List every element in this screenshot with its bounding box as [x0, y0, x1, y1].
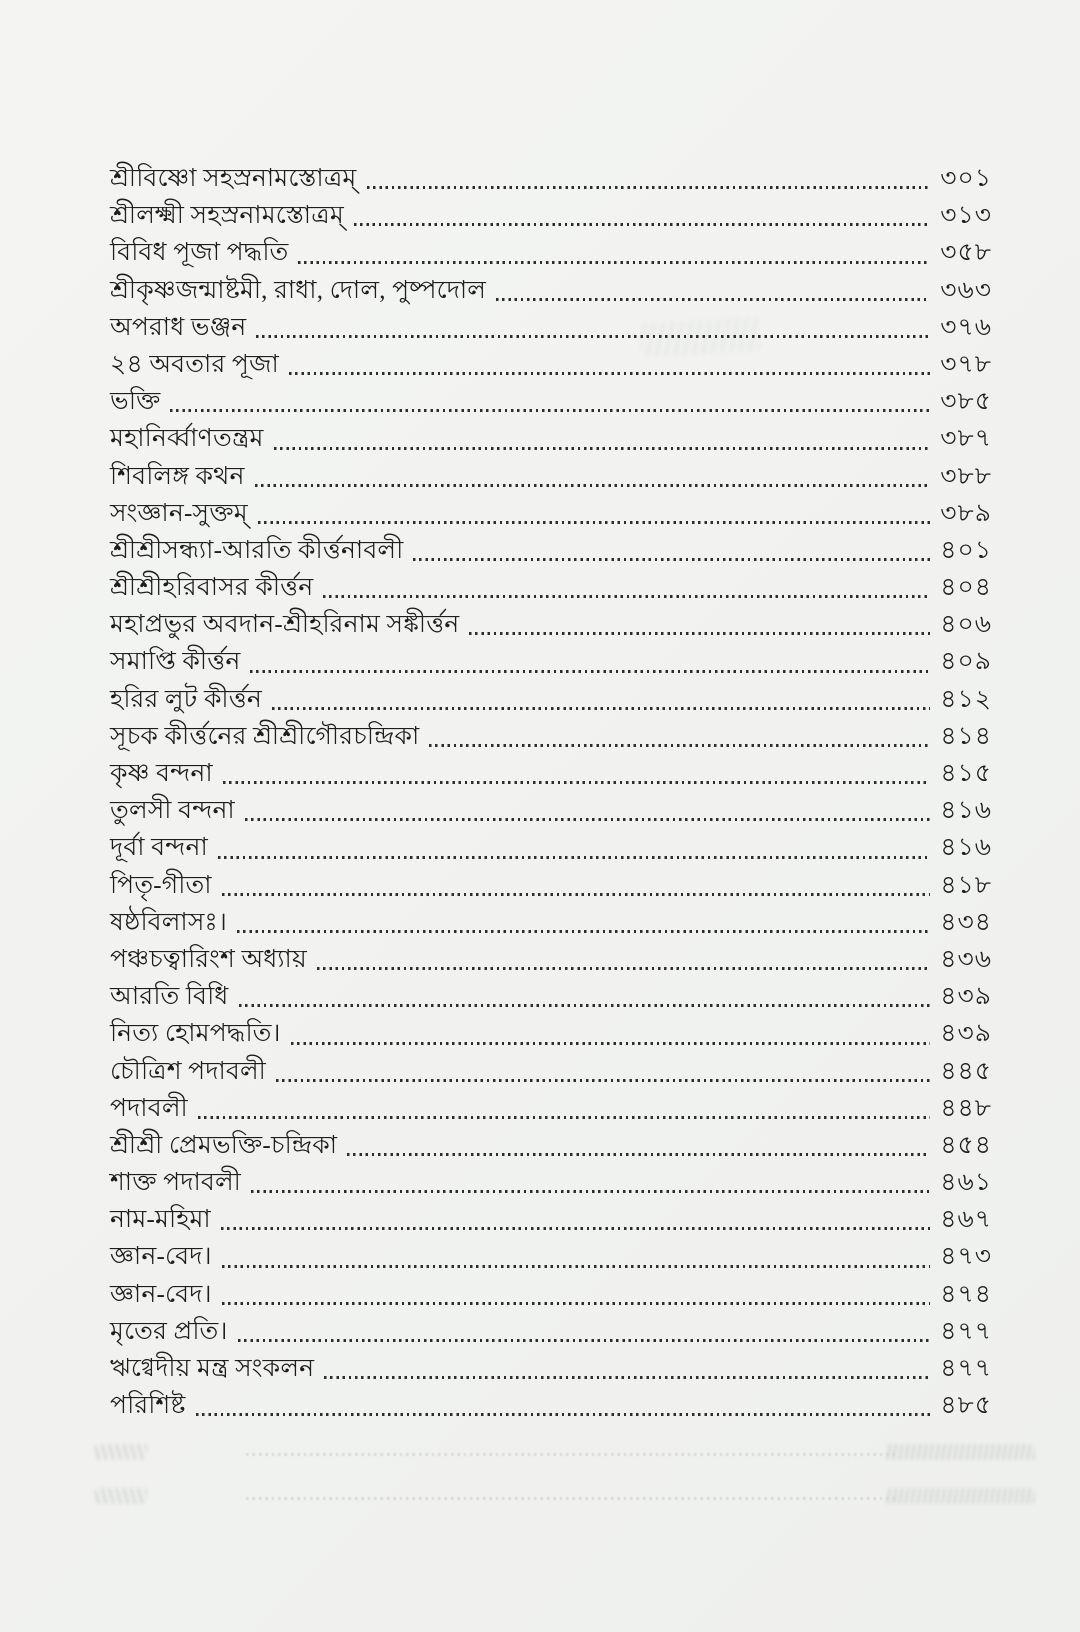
toc-entry — [110, 1350, 992, 1387]
toc-entry — [110, 160, 992, 197]
dotted-leader — [317, 967, 930, 970]
toc-entry-page: ৪৭৩ — [940, 1243, 992, 1271]
bleedthrough-pagenum-blur — [95, 1488, 147, 1504]
toc-entry — [110, 309, 992, 346]
dotted-leader — [347, 1153, 930, 1156]
toc-entry — [110, 1276, 992, 1313]
dotted-leader — [255, 484, 931, 487]
dotted-leader — [298, 261, 930, 264]
toc-entry-page: ৪৫৪ — [940, 1131, 992, 1159]
toc-entry-title: শ্রীশ্রী প্রেমভক্তি-চন্দ্রিকা — [110, 1131, 338, 1159]
toc-entry-page: ৪০৪ — [940, 574, 992, 602]
dotted-leader — [170, 409, 930, 412]
toc-entry-title: ২৪ অবতার পূজা — [110, 350, 279, 378]
toc-entry — [110, 904, 992, 941]
toc-entry — [110, 495, 992, 532]
toc-entry — [110, 941, 992, 978]
toc-entry-title: হরির লুট কীর্ত্তন — [110, 685, 262, 713]
toc-entry — [110, 383, 992, 420]
dotted-leader — [289, 372, 930, 375]
toc-entry-title: পিতৃ-গীতা — [110, 871, 212, 899]
toc-entry — [110, 829, 992, 866]
bleedthrough-line — [95, 1484, 1035, 1504]
dotted-leader — [218, 856, 930, 859]
dotted-leader — [276, 1079, 930, 1082]
toc-entry-page: ৩৮৫ — [940, 388, 992, 416]
toc-entry-page: ৪১৬ — [940, 797, 992, 825]
toc-entry-title: পদাবলী — [110, 1094, 188, 1122]
toc-entry-page: ৩৭৮ — [940, 350, 992, 378]
toc-list — [110, 160, 992, 1424]
toc-entry-title: শ্রীবিষ্ণো সহস্রনামস্তোত্রম্ — [110, 165, 357, 192]
toc-entry-title: নাম-মহিমা — [110, 1206, 211, 1234]
toc-entry — [110, 755, 992, 792]
toc-entry-title: মহাপ্রভুর অবদান-শ্রীহরিনাম সঙ্কীর্ত্তন — [110, 611, 460, 639]
dotted-leader — [222, 893, 931, 896]
toc-entry-title: জ্ঞান-বেদ। — [110, 1243, 212, 1271]
toc-entry-page: ৪১২ — [940, 685, 992, 713]
toc-entry — [110, 867, 992, 904]
toc-entry-page: ৪১৪ — [940, 722, 992, 750]
dotted-leader — [367, 186, 931, 189]
toc-entry-page: ৩৭৬ — [940, 313, 992, 341]
toc-entry-title: শাক্ত পদাবলী — [110, 1169, 242, 1197]
toc-entry — [110, 643, 992, 680]
toc-entry-title: সমাপ্তি কীর্ত্তন — [110, 648, 241, 676]
dotted-leader — [238, 1339, 931, 1342]
toc-entry — [110, 1015, 992, 1052]
toc-entry-page: ৩৮৮ — [940, 462, 992, 490]
toc-entry — [110, 1313, 992, 1350]
toc-entry-title: আরতি বিধি — [110, 983, 229, 1011]
toc-entry-page: ৩৮৭ — [940, 425, 992, 453]
toc-entry-title: চৌত্রিশ পদাবলী — [110, 1057, 266, 1085]
dotted-leader — [258, 521, 931, 524]
toc-entry — [110, 1238, 992, 1275]
toc-entry-title: জ্ঞান-বেদ। — [110, 1280, 212, 1308]
toc-entry — [110, 1127, 992, 1164]
bleedthrough-line — [95, 1440, 1035, 1460]
dotted-leader — [256, 335, 930, 338]
toc-entry-title: কৃষ্ণ বন্দনা — [110, 760, 213, 787]
toc-entry-title: মৃতের প্রতি। — [110, 1317, 228, 1345]
dotted-leader — [251, 1190, 930, 1193]
toc-entry-title: পঞ্চচত্বারিংশ অধ্যায় — [110, 945, 307, 973]
dotted-leader — [221, 1227, 930, 1230]
toc-entry-title: শ্রীশ্রীসন্ধ্যা-আরতি কীর্ত্তনাবলী — [110, 536, 404, 564]
toc-entry — [110, 197, 992, 234]
toc-entry-page: ৩৮৯ — [940, 499, 992, 527]
dotted-leader — [250, 670, 930, 673]
toc-entry-title: সংজ্ঞান-সুক্তম্ — [110, 499, 248, 527]
toc-entry-title: দূর্বা বন্দনা — [110, 834, 208, 862]
toc-entry-page: ৪৩৯ — [940, 983, 992, 1011]
toc-entry — [110, 606, 992, 643]
bleedthrough-title-blur — [885, 1444, 1035, 1460]
toc-entry-title: ভক্তি — [110, 388, 161, 416]
toc-entry-page: ৪০১ — [940, 536, 992, 564]
toc-entry-page: ৪০৯ — [940, 648, 992, 676]
toc-entry — [110, 569, 992, 606]
toc-entry-page: ৩৫৮ — [940, 239, 992, 267]
dotted-leader — [198, 1116, 930, 1119]
toc-entry-title: তুলসী বন্দনা — [110, 797, 235, 825]
toc-entry — [110, 1090, 992, 1127]
dotted-leader — [222, 1302, 931, 1305]
toc-entry-title: মহানির্ব্বাণতন্ত্রম — [110, 425, 264, 453]
toc-entry-title: পরিশিষ্ট — [110, 1392, 186, 1420]
toc-entry-page: ৪৪৮ — [940, 1094, 992, 1122]
toc-entry-page: ৪৮৫ — [940, 1392, 992, 1420]
bleedthrough-pagenum-blur — [95, 1444, 147, 1460]
bleedthrough-dotted-leader — [245, 1453, 895, 1456]
dotted-leader — [223, 781, 931, 784]
toc-entry-page: ৪৩৬ — [940, 945, 992, 973]
toc-entry — [110, 1201, 992, 1238]
toc-entry-page: ৪৭৭ — [940, 1317, 992, 1345]
toc-entry — [110, 346, 992, 383]
toc-entry-title: নিত্য হোমপদ্ধতি। — [110, 1020, 281, 1048]
toc-entry — [110, 978, 992, 1015]
toc-entry — [110, 1053, 992, 1090]
dotted-leader — [496, 298, 930, 301]
dotted-leader — [239, 1004, 931, 1007]
toc-entry-title: সূচক কীর্ত্তনের শ্রীশ্রীগৌরচন্দ্রিকা — [110, 722, 420, 750]
toc-entry — [110, 532, 992, 569]
toc-entry-title: অপরাধ ভঞ্জন — [110, 313, 247, 341]
toc-entry-page: ৪৭৪ — [940, 1280, 992, 1308]
toc-entry-page: ৪১৮ — [940, 871, 992, 899]
toc-entry-page: ৪১৫ — [940, 760, 992, 787]
toc-entry-title: শ্রীশ্রীহরিবাসর কীর্ত্তন — [110, 574, 314, 602]
dotted-leader — [274, 447, 931, 450]
dotted-leader — [429, 744, 930, 747]
toc-entry — [110, 234, 992, 271]
toc-entry-title: ষষ্ঠবিলাসঃ। — [110, 908, 227, 936]
toc-entry-page: ৪৩৯ — [940, 1020, 992, 1048]
toc-entry-page: ৪৪৫ — [940, 1057, 992, 1085]
toc-entry-title: শিবলিঙ্গ কথন — [110, 462, 245, 490]
dotted-leader — [324, 1376, 930, 1379]
dotted-leader — [272, 707, 930, 710]
toc-entry-page: ৩৬৩ — [940, 276, 992, 304]
toc-entry — [110, 1387, 992, 1424]
toc-entry-page: ৪৬১ — [940, 1169, 992, 1197]
toc-entry-page: ৪৬৭ — [940, 1206, 992, 1234]
toc-entry — [110, 718, 992, 755]
dotted-leader — [196, 1413, 931, 1416]
toc-entry-title: শ্রীলক্ষ্মী সহস্রনামস্তোত্রম্ — [110, 202, 344, 230]
bleedthrough-title-blur — [885, 1488, 1035, 1504]
dotted-leader — [413, 558, 930, 561]
toc-entry-page: ৪৩৪ — [940, 908, 992, 936]
dotted-leader — [323, 595, 930, 598]
dotted-leader — [291, 1042, 931, 1045]
toc-entry-page: ৩০১ — [940, 165, 992, 192]
toc-entry-page: ৩১৩ — [940, 202, 992, 230]
toc-entry — [110, 1164, 992, 1201]
dotted-leader — [245, 818, 930, 821]
dotted-leader — [222, 1265, 931, 1268]
dotted-leader — [237, 930, 930, 933]
toc-entry — [110, 681, 992, 718]
toc-entry-title: ঋগ্বেদীয় মন্ত্র সংকলন — [110, 1355, 315, 1382]
dotted-leader — [354, 223, 930, 226]
bleedthrough-dotted-leader — [245, 1497, 895, 1500]
dotted-leader — [469, 632, 930, 635]
toc-entry-title: শ্রীকৃষ্ণজন্মাষ্টমী, রাধা, দোল, পুষ্পদোল — [110, 276, 487, 304]
toc-entry — [110, 272, 992, 309]
toc-entry-page: ৪১৬ — [940, 834, 992, 862]
toc-entry-page: ৪৭৭ — [940, 1355, 992, 1382]
toc-entry — [110, 420, 992, 457]
toc-entry — [110, 458, 992, 495]
toc-entry-page: ৪০৬ — [940, 611, 992, 639]
toc-entry-title: বিবিধ পূজা পদ্ধতি — [110, 239, 289, 267]
toc-entry — [110, 792, 992, 829]
